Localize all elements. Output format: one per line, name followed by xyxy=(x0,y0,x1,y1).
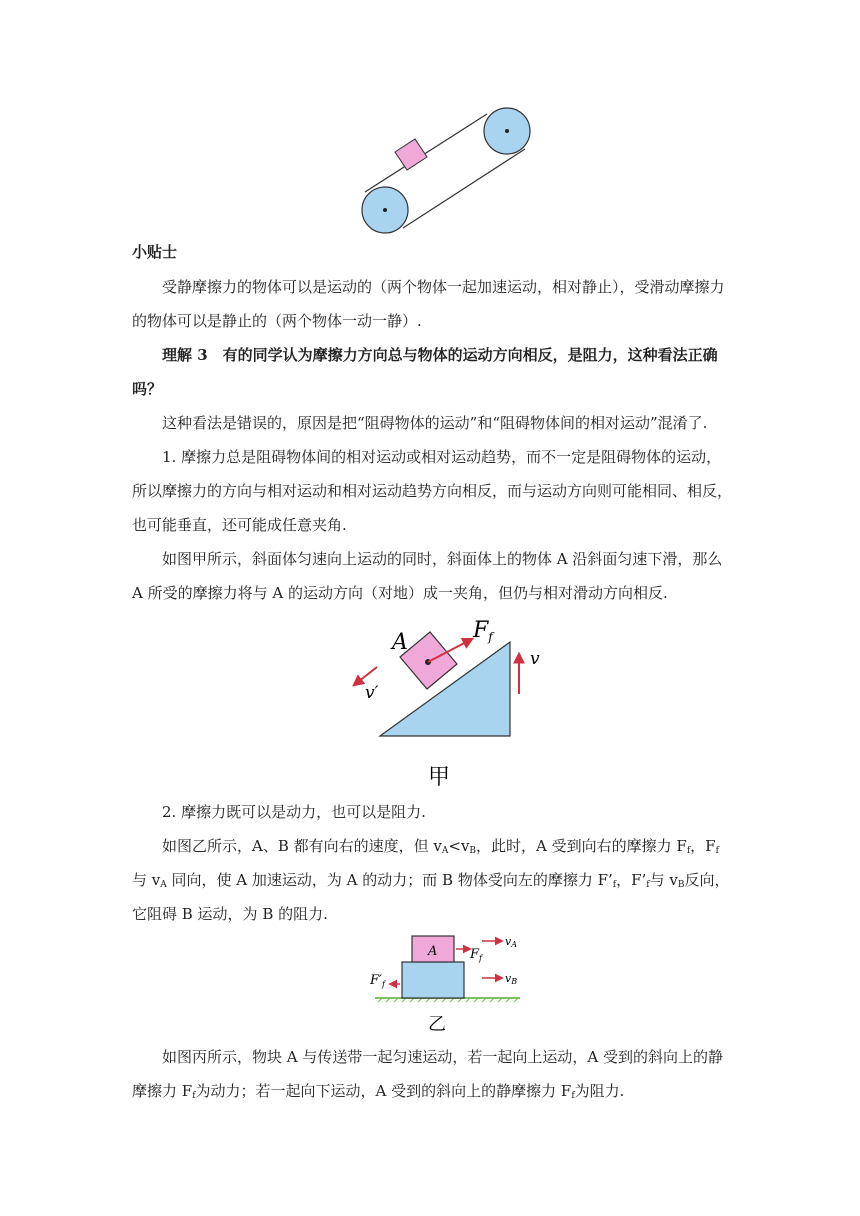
svg-text:vA: vA xyxy=(505,935,517,949)
svg-text:Ff xyxy=(472,618,495,644)
q3-answer: 这种看法是错误的，原因是把“阻碍物体的运动”和“阻碍物体间的相对运动”混淆了. xyxy=(162,414,708,432)
q3-yi-text: 如图乙所示，A、B 都有向右的速度，但 $v_A<v_B$，此时，A 受到向右的摩擦力 $F_f$，$F_f$与 $v_A$ 同向，使 A 加速运动，为 A 的动力；而 B 物体受向左的摩擦力 $F’_f$，$F’_f$与 $v_B$反向，它阻碍 B 运动，为 B 的阻力. xyxy=(132,837,730,923)
q3-point1: 1. 摩擦力总是阻碍物体间的相对运动或相对运动趋势，而不一定是阻碍物体的运动，所以摩擦力的方向与相对运动和相对运动趋势方向相反，而与运动方向则可能相同、相反，也可能垂直，还可能成任意夹角. xyxy=(132,448,733,534)
label-a: A xyxy=(428,944,438,959)
q3-point2: 2. 摩擦力既可以是动力，也可以是阻力. xyxy=(162,803,426,821)
tip-title: 小贴士 xyxy=(132,243,178,261)
block-b xyxy=(402,962,464,998)
conveyor-belt-figure xyxy=(355,102,535,247)
label-a: A xyxy=(392,630,408,655)
svg-text:F′f: $F'_f$ xyxy=(370,973,385,989)
label-v-prime: v′ xyxy=(365,683,379,703)
stacked-blocks-figure xyxy=(360,928,530,1038)
q3-heading: 理解 3 有的同学认为摩擦力方向总与物体的运动方向相反，是阻力，这种看法正确吗？ xyxy=(132,346,718,398)
tip-text: 受静摩擦力的物体可以是运动的（两个物体一起加速运动，相对静止），受滑动摩擦力的物体可以是静止的（两个物体一动一静）. xyxy=(132,278,725,330)
label-ff-sub: f xyxy=(488,630,493,644)
caption-yi: 乙 xyxy=(428,1014,446,1035)
svg-text:Ff: $F_f$ xyxy=(470,947,482,963)
label-ff: F xyxy=(473,618,489,643)
caption-jia: 甲 xyxy=(428,765,451,790)
q3-jia-text: 如图甲所示，斜面体匀速向上运动的同时，斜面体上的物体 A 沿斜面匀速下滑，那么 A 所受的摩擦力将与 A 的运动方向（对地）成一夹角，但仍与相对滑动方向相反. xyxy=(132,550,723,602)
q3-bing-text: 如图丙所示，物块 A 与传送带一起匀速运动，若一起向上运动，A 受到的斜向上的静摩擦力 $F_f$为动力；若一起向下运动，A 受到的斜向上的静摩擦力 $F_f$为阻力. xyxy=(132,1048,723,1101)
svg-text:vB: vB xyxy=(505,972,518,986)
block-a-on-belt xyxy=(395,139,427,170)
label-v: v xyxy=(530,649,540,669)
incline-figure xyxy=(345,612,545,792)
